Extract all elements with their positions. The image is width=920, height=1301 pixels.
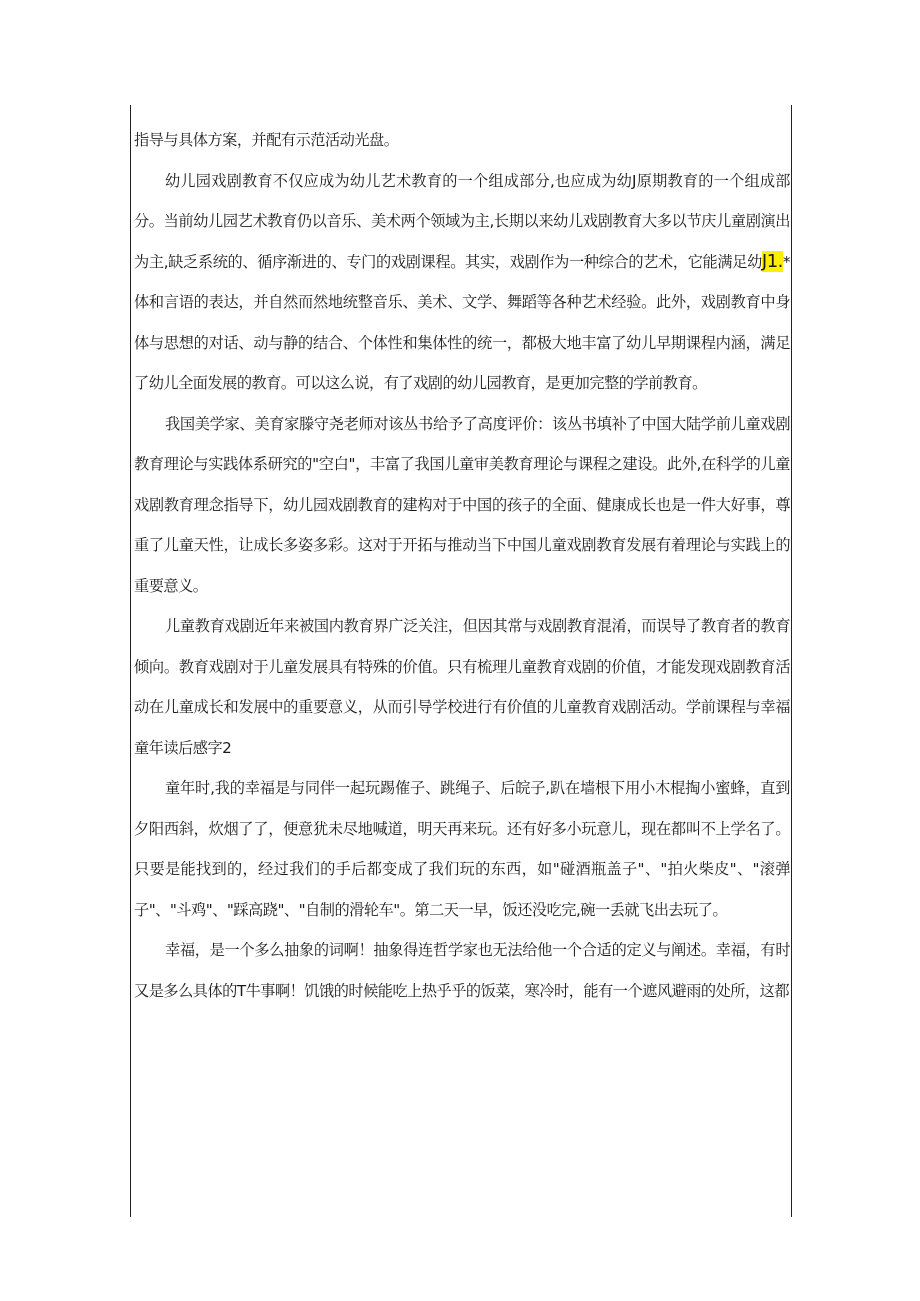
paragraph-continuation: 指导与具体方案，并配有示范活动光盘。 bbox=[134, 131, 399, 149]
paragraph-text-before-highlight: 幼儿园戏剧教育不仅应成为幼儿艺术教育的一个组成部分,也应成为幼J原期教育的一个组成部分。当前幼儿园艺术教育仍以音乐、美术两个领域为主,长期以来幼儿戏剧教育大多以节庆儿童剧演出为主,缺乏系统的、循序渐进的、专门的戏剧课程。其实，戏剧作为一种综合的艺术，它能满足幼 bbox=[134, 171, 790, 271]
document-body bbox=[134, 120, 790, 1011]
highlighted-text: J1. bbox=[761, 250, 783, 272]
paragraph-educational-drama: 儿童教育戏剧近年来被国内教育界广泛关注，但因其常与戏剧教育混淆，而误导了教育者的教育倾向。教育戏剧对于儿童发展具有特殊的价值。只有梳理儿童教育戏剧的价值，才能发现戏剧教育活动在儿童成长和发展中的重要意义，从而引导学校进行有价值的儿童教育戏剧活动。学前课程与幸福童年读后感字2 bbox=[134, 617, 790, 757]
paragraph-happiness: 幸福，是一个多么抽象的词啊！抽象得连哲学家也无法给他一个合适的定义与阐述。幸福，有时又是多么具体的T牛事啊！饥饿的时候能吃上热乎乎的饭菜，寒冷时，能有一个遮风避雨的处所，这都 bbox=[134, 941, 790, 1000]
right-margin-rule bbox=[791, 105, 792, 1217]
left-margin-rule bbox=[130, 105, 131, 1217]
paragraph-drama-education bbox=[134, 161, 790, 404]
paragraph-expert-review: 我国美学家、美育家滕守尧老师对该丛书给予了高度评价：该丛书填补了中国大陆学前儿童戏剧教育理论与实践体系研究的"空白"，丰富了我国儿童审美教育理论与课程之建设。此外,在科学的儿童戏剧教育理念指导下，幼儿园戏剧教育的建构对于中国的孩子的全面、健康成长也是一件大好事，尊重了儿童天性，让成长多姿多彩。这对于开拓与推动当下中国儿童戏剧教育发展有着理论与实践上的重要意义。 bbox=[134, 414, 790, 595]
paragraph-childhood-memories: 童年时,我的幸福是与同伴一起玩踢傕子、跳绳子、后皖子,趴在墙根下用小木棍掏小蜜蜂，直到夕阳西斜，炊烟了了，便意犹未尽地喊道，明天再来玩。还有好多小玩意儿，现在都叫不上学名了。只要是能找到的，经过我们的手后都变成了我们玩的东西，如"碰酒瓶盖子"、"拍火柴皮"、"滚弹子"、"斗鸡"、"踩高跷"、"自制的滑轮车"。第二天一早，饭还没吃完,碗一丢就飞出去玩了。 bbox=[134, 779, 790, 919]
paragraph-text-after-highlight: *体和言语的表达，并自然而然地统整音乐、美术、文学、舞蹈等各种艺术经验。此外，戏剧教育中身体与思想的对话、动与静的结合、个体性和集体性的统一，都极大地丰富了幼儿早期课程内涵，满足了幼儿全面发展的教育。可以这么说，有了戏剧的幼儿园教育，是更加完整的学前教育。 bbox=[134, 252, 790, 392]
